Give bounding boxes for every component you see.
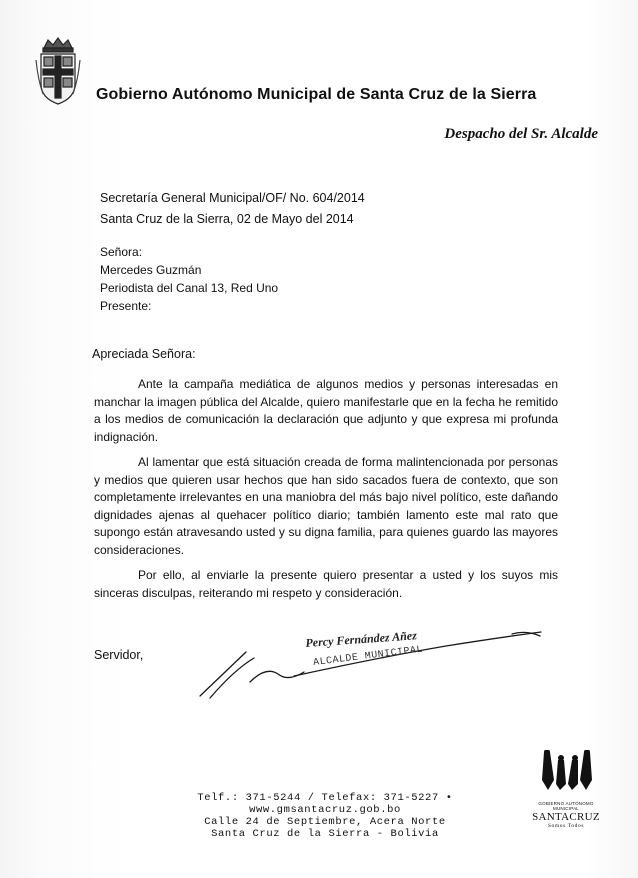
logo-brand: SANTACRUZ	[532, 811, 600, 823]
footer-line: Santa Cruz de la Sierra - Bolivia	[211, 828, 439, 840]
logo-tagline: Somos Todos	[547, 823, 585, 829]
footer-line: Calle 24 de Septiembre, Acera Norte	[204, 816, 446, 828]
reference-number: Secretaría General Municipal/OF/ No. 604/2014	[100, 191, 365, 205]
recipient-line: Mercedes Guzmán	[100, 263, 202, 277]
logo-small-text: GOBIERNO AUTÓNOMO MUNICIPAL	[538, 801, 594, 811]
recipient-line: Periodista del Canal 13, Red Uno	[100, 281, 279, 295]
body-paragraph: Ante la campaña mediática de algunos medios y personas interesadas en manchar la imagen pública del Alcalde, quiero manifestarle que en la fecha he remitido a los medios de comunicación la declaración que adjunto y que expresa mi profunda indignación.	[94, 377, 558, 444]
closing: Servidor,	[94, 648, 144, 662]
signatory-title: ALCALDE MUNICIPAL	[312, 644, 424, 669]
office-title: Despacho del Sr. Alcalde	[444, 126, 598, 142]
coat-of-arms-icon	[34, 36, 82, 108]
organization-name: Gobierno Autónomo Municipal de Santa Cruz de la Sierra	[96, 86, 537, 103]
body-paragraph: Al lamentar que está situación creada de forma malintencionada por personas y medios que quieren usar hechos que han sido sacados fuera de contexto, que son completamente irrelevantes en una maniobra del más bajo nivel político, este dañando dignidades ajenas al quehacer político diario; también lamento este mal rato que supongo están atravesando usted y su digna familia, para quienes guardo las mayores consideraciones.	[94, 455, 558, 557]
letter-date: Santa Cruz de la Sierra, 02 de Mayo del 2014	[100, 212, 354, 226]
recipient-line: Señora:	[100, 245, 143, 259]
footer-contact	[130, 792, 520, 840]
municipal-logo	[526, 750, 606, 840]
reference-block	[100, 188, 365, 230]
signatory-name: Percy Fernández Añez	[304, 628, 418, 651]
recipient-block	[100, 243, 278, 315]
letter-body	[94, 376, 558, 610]
salutation: Apreciada Señora:	[92, 347, 196, 361]
recipient-line: Presente:	[100, 299, 152, 313]
people-logo-icon	[536, 750, 596, 792]
body-paragraph: Por ello, al enviarle la presente quiero presentar a usted y los suyos mis sinceras disculpas, reiterando mi respeto y consideración.	[94, 568, 558, 600]
footer-line: Telf.: 371-5244 / Telefax: 371-5227 • www.gmsantacruz.gob.bo	[197, 792, 453, 816]
